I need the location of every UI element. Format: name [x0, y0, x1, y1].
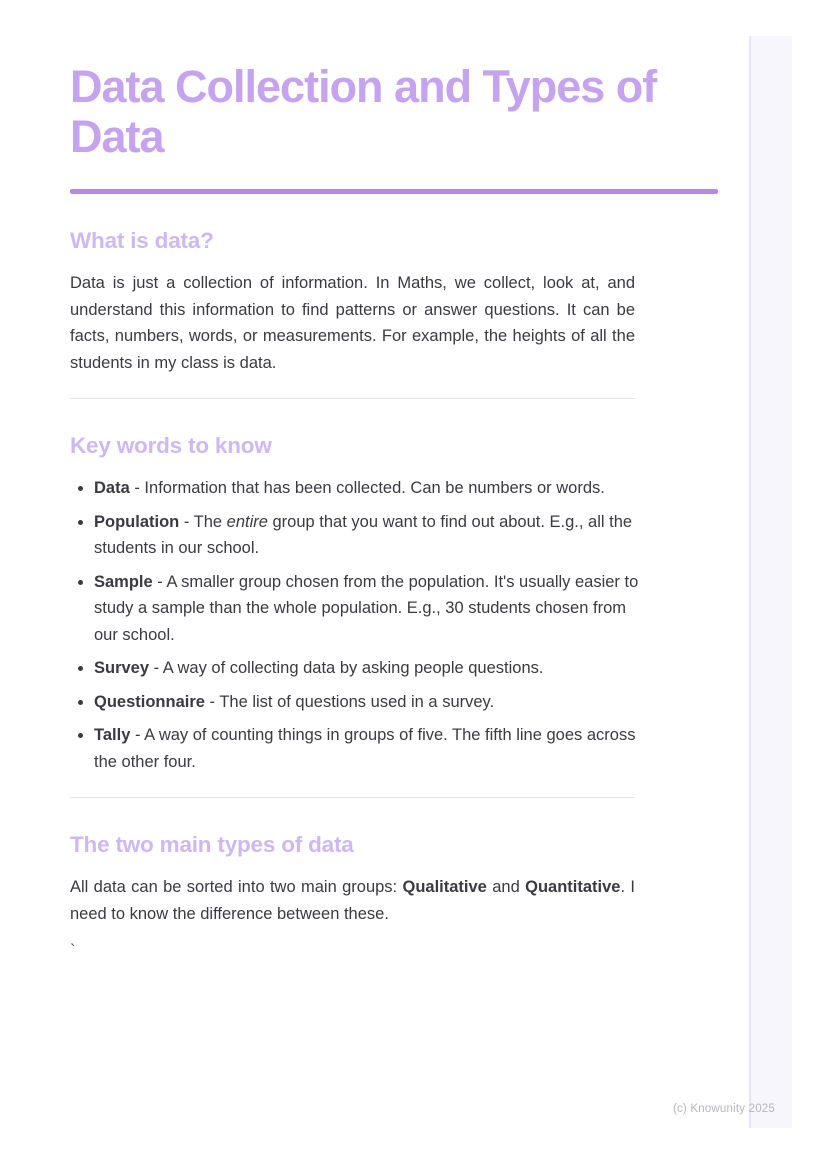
keyword-term: Tally [94, 726, 131, 744]
paragraph-two-types [70, 874, 635, 927]
keyword-definition: - A smaller group chosen from the population. It's usually easier to study a sample than the whole population. E.g., 30 students chosen from our school. [94, 572, 639, 644]
paragraph-text: . I need to know the difference between these. [70, 878, 635, 923]
list-item-tally [94, 722, 642, 775]
keyword-definition: - A way of counting things in groups of five. The fifth line goes across the other four. [94, 726, 636, 771]
keyword-definition: - The list of questions used in a survey. [204, 692, 495, 711]
list-item-sample [94, 569, 642, 649]
list-item-survey [94, 655, 642, 682]
list-item-questionnaire [94, 689, 642, 716]
italic-word: entire [226, 512, 268, 531]
keyword-definition: - The [179, 512, 227, 531]
section-divider [70, 398, 635, 399]
list-item-data [94, 475, 642, 502]
section-two-types [70, 831, 828, 961]
keyword-term: Questionnaire [94, 692, 205, 711]
bold-quantitative: Quantitative [525, 878, 621, 896]
copyright-footer: (c) Knowunity 2025 [672, 1103, 775, 1115]
paragraph-text: All data can be sorted into two main groups: [70, 878, 403, 896]
stray-backtick: ` [70, 942, 76, 960]
keyword-term: Survey [94, 659, 150, 677]
keyword-definition: group that you want to find out about. E.g., all the students in our school. [94, 512, 633, 557]
list-item-population [94, 509, 642, 562]
section-heading-what-is-data: What is data? [70, 228, 214, 253]
keyword-definition: - A way of collecting data by asking people questions. [149, 659, 544, 677]
section-key-words [70, 432, 828, 775]
keyword-term: Data [94, 479, 130, 497]
keyword-term: Sample [94, 572, 153, 591]
paragraph-what-is-data: Data is just a collection of information. In Maths, we collect, look at, and understand this information to find patterns or answer questions. It can be facts, numbers, words, or measurements. For example, the heights of all the students in my class is data. [70, 274, 635, 372]
section-heading-key-words: Key words to know [70, 433, 272, 458]
paragraph-text: and [486, 878, 526, 896]
title-underline-rule [70, 189, 718, 194]
page-title: Data Collection and Types of Data [70, 61, 657, 162]
section-heading-two-types: The two main types of data [70, 832, 354, 857]
bold-qualitative: Qualitative [402, 878, 487, 896]
section-divider [70, 797, 635, 798]
section-what-is-data [70, 227, 828, 376]
keyword-term: Population [94, 512, 180, 531]
keyword-definition: - Information that has been collected. Can be numbers or words. [129, 479, 605, 497]
keyword-list [70, 475, 642, 775]
